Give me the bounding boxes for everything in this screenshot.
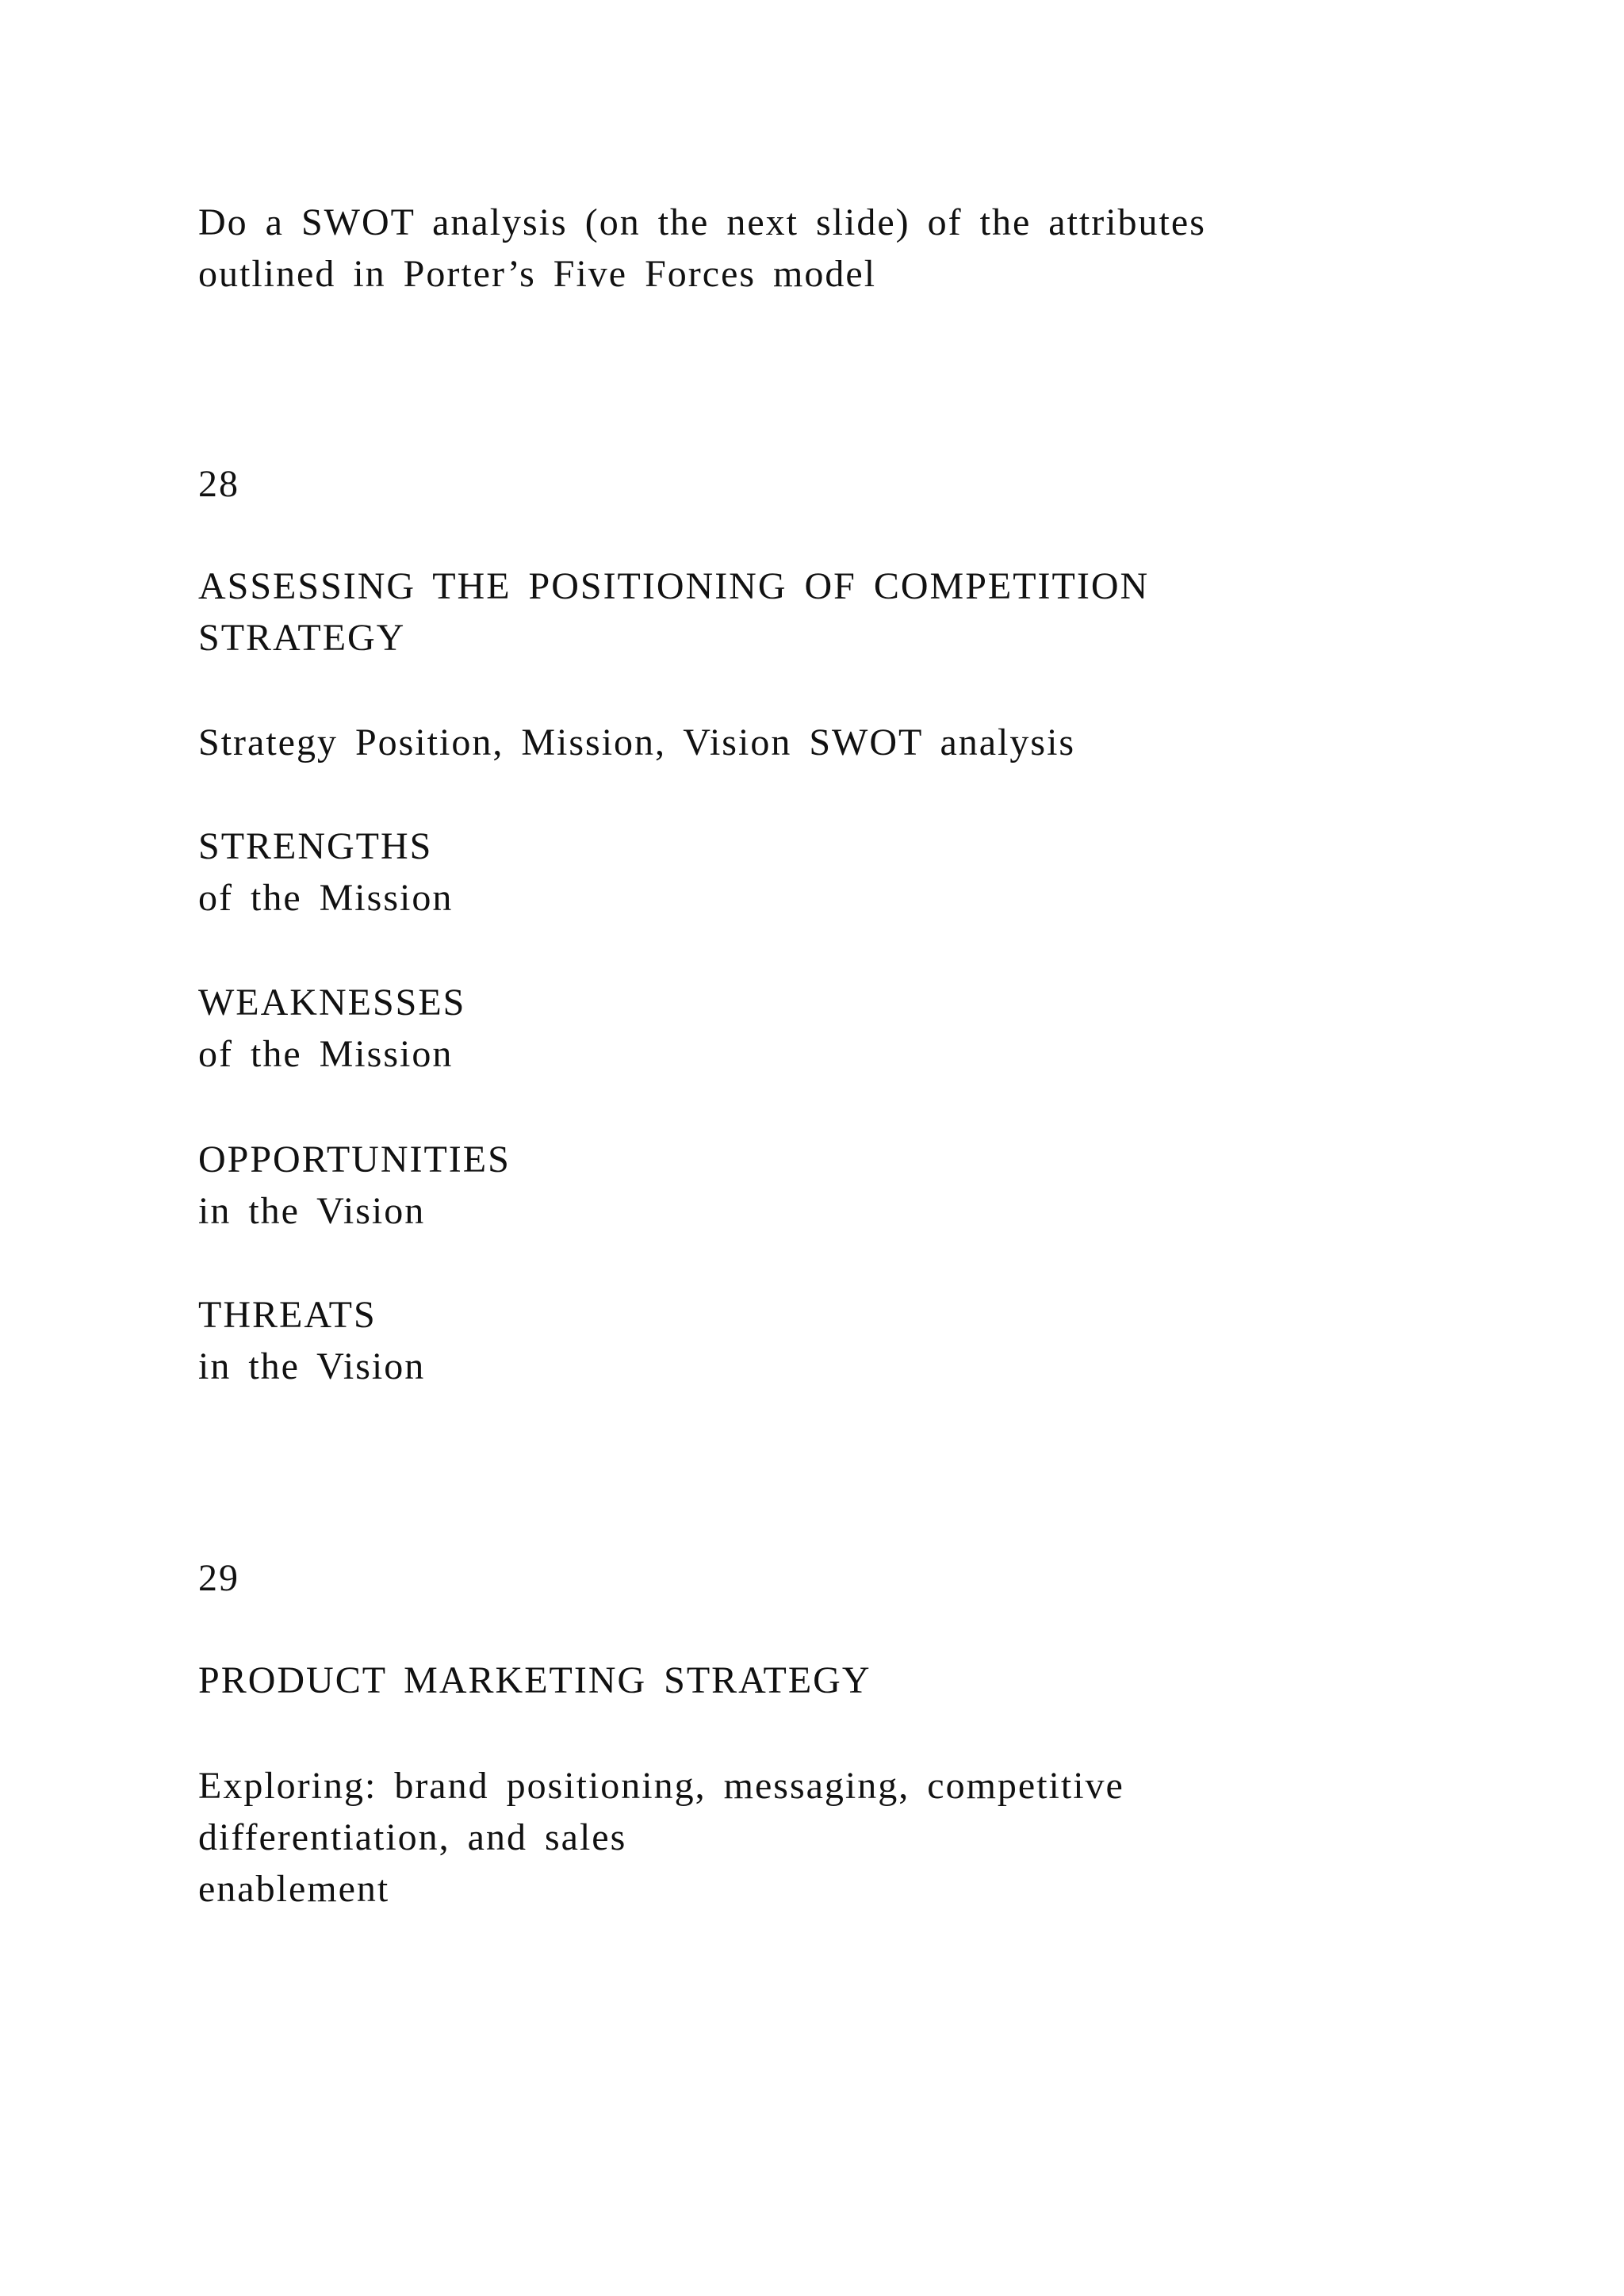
swot-threats <box>198 1289 425 1392</box>
swot-opportunities-heading: OPPORTUNITIES <box>198 1138 511 1181</box>
slide-28-title-line-1: ASSESSING THE POSITIONING OF COMPETITION <box>198 565 1150 607</box>
swot-strengths-heading: STRENGTHS <box>198 825 433 867</box>
slide-29-title: PRODUCT MARKETING STRATEGY <box>198 1659 871 1701</box>
slide-29-body-line-1: Exploring: brand positioning, messaging, competitive <box>198 1765 1124 1807</box>
slide-29-body-line-3: enablement <box>198 1868 390 1910</box>
slide-28-subtitle: Strategy Position, Mission, Vision SWOT analysis <box>198 721 1076 763</box>
swot-weaknesses-detail: of the Mission <box>198 1033 454 1075</box>
slide-29-number: 29 <box>198 1557 239 1599</box>
swot-strengths-detail: of the Mission <box>198 877 454 919</box>
swot-weaknesses-heading: WEAKNESSES <box>198 982 466 1024</box>
slide-28-title-line-2: STRATEGY <box>198 617 406 659</box>
intro-paragraph <box>198 197 1206 300</box>
swot-opportunities <box>198 1134 511 1237</box>
swot-threats-detail: in the Vision <box>198 1345 426 1387</box>
slide-28-number: 28 <box>198 463 239 505</box>
intro-line-1: Do a SWOT analysis (on the next slide) of the attributes <box>198 201 1206 243</box>
swot-strengths <box>198 821 453 924</box>
swot-threats-heading: THREATS <box>198 1294 377 1336</box>
slide-28-title <box>198 561 1149 664</box>
slide-29-body-line-2: differentiation, and sales <box>198 1816 627 1858</box>
intro-line-2: outlined in Porter’s Five Forces model <box>198 253 877 295</box>
swot-opportunities-detail: in the Vision <box>198 1190 426 1232</box>
slide-29-body <box>198 1760 1124 1915</box>
swot-weaknesses <box>198 977 465 1080</box>
